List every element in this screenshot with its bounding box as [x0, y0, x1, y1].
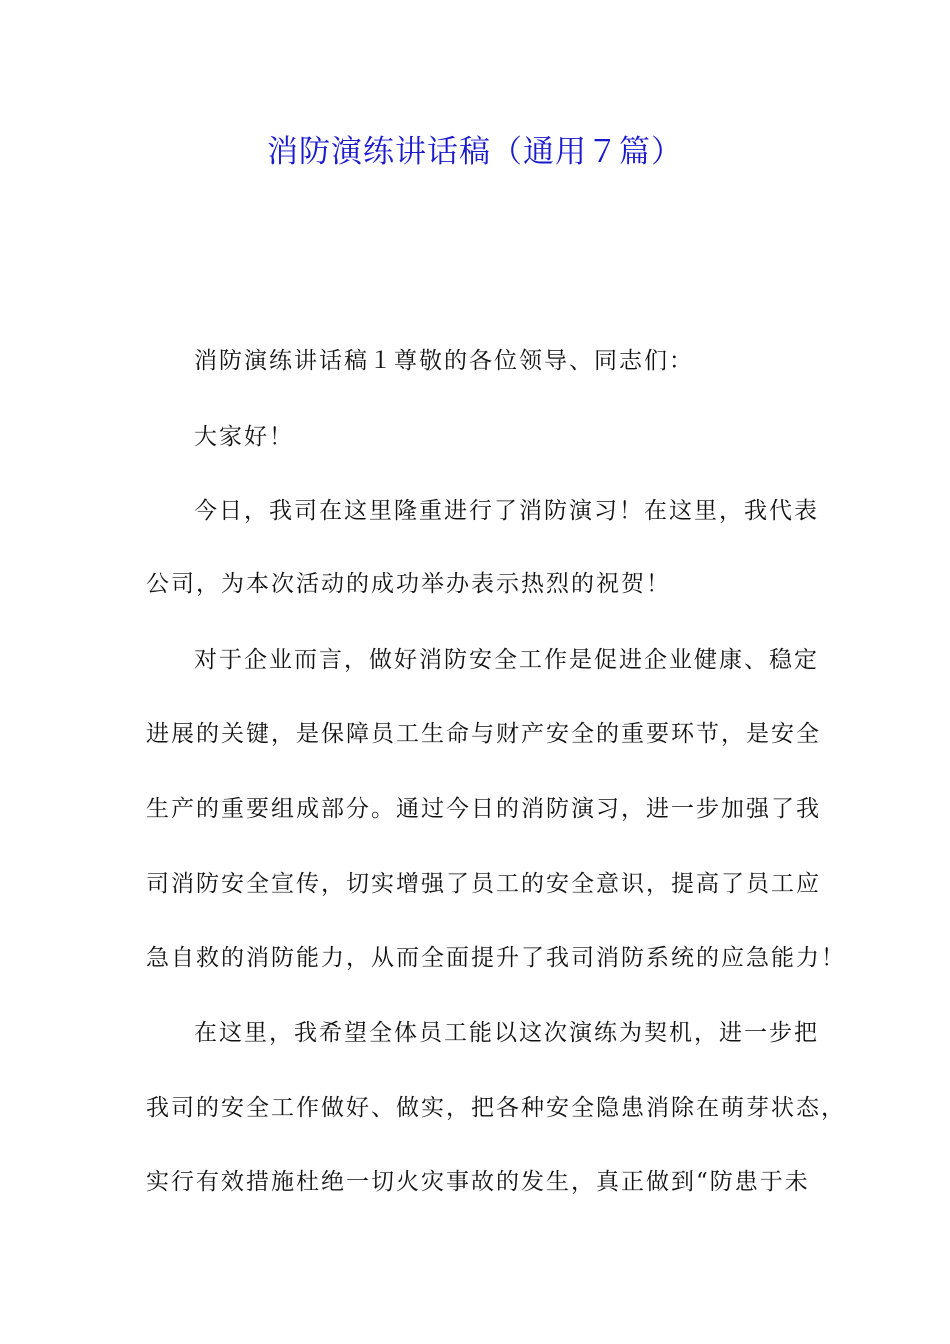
- paragraph-line: 急自救的消防能力，从而全面提升了我司消防系统的应急能力！: [146, 945, 846, 971]
- paragraph-line: 实行有效措施杜绝一切火灾事故的发生，真正做到“防患于未: [146, 1169, 810, 1195]
- paragraph-line: 司消防安全宣传，切实增强了员工的安全意识，提高了员工应: [146, 871, 821, 897]
- paragraph-line: 生产的重要组成部分。通过今日的消防演习，进一步加强了我: [146, 796, 821, 822]
- document-title: 消防演练讲话稿（通用７篇）: [267, 134, 683, 170]
- paragraph-line: 对于企业而言，做好消防安全工作是促进企业健康、稳定: [194, 647, 819, 673]
- paragraph-line: 今日，我司在这里隆重进行了消防演习！在这里，我代表: [194, 498, 819, 524]
- paragraph-line: 在这里，我希望全体员工能以这次演练为契机，进一步把: [194, 1020, 819, 1046]
- paragraph-line: 进展的关键，是保障员工生命与财产安全的重要环节，是安全: [146, 721, 821, 747]
- paragraph-line: 公司，为本次活动的成功举办表示热烈的祝贺！: [146, 571, 671, 597]
- paragraph-line: 大家好！: [194, 424, 294, 450]
- paragraph-line: 我司的安全工作做好、做实，把各种安全隐患消除在萌芽状态，: [146, 1095, 846, 1121]
- paragraph-line: 消防演练讲话稿１尊敬的各位领导、同志们：: [194, 348, 694, 374]
